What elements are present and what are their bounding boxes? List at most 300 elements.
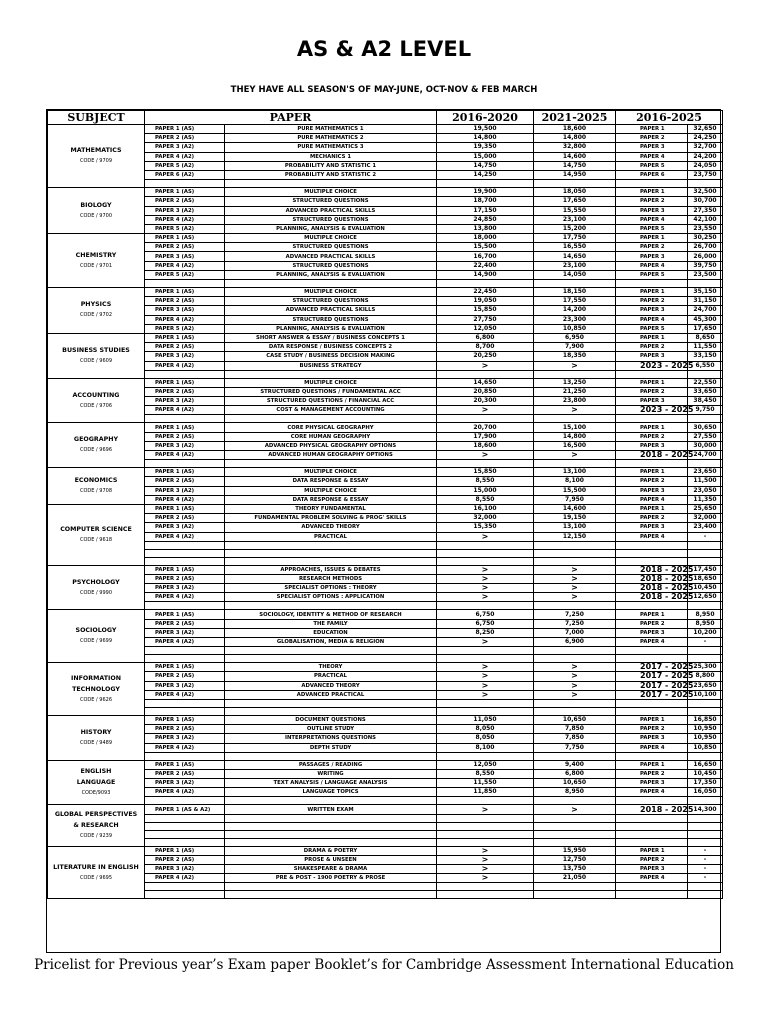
price-2016-2025: -	[688, 855, 723, 864]
paper-id	[145, 830, 225, 838]
combined-label: PAPER 3	[616, 143, 688, 152]
combined-label	[616, 370, 688, 378]
combined-label: PAPER 2	[616, 619, 688, 628]
paper-name	[225, 370, 437, 378]
paper-id: PAPER 3 (A2)	[145, 734, 225, 743]
table-row	[48, 514, 723, 523]
price-2016-2020: >	[437, 574, 534, 583]
combined-label: 2018 - 2025	[616, 584, 688, 593]
paper-id: PAPER 4 (A2)	[145, 315, 225, 324]
price-2021-2025: 10,850	[534, 324, 616, 333]
subject-name: BIOLOGY	[80, 201, 112, 209]
price-2016-2020	[437, 891, 534, 899]
price-2021-2025: 7,850	[534, 734, 616, 743]
combined-label: 2023 - 2025	[616, 406, 688, 415]
combined-label: PAPER 4	[616, 874, 688, 883]
paper-id: PAPER 1 (AS)	[145, 565, 225, 574]
paper-id	[145, 370, 225, 378]
table-row	[48, 619, 723, 628]
price-2016-2020: 14,650	[437, 378, 534, 387]
combined-label: PAPER 4	[616, 215, 688, 224]
price-2016-2025: 6,550	[688, 361, 723, 370]
price-2016-2025: 33,150	[688, 352, 723, 361]
combined-label	[616, 883, 688, 891]
price-2021-2025	[534, 370, 616, 378]
price-2016-2020: 16,700	[437, 252, 534, 261]
paper-id: PAPER 2 (AS)	[145, 725, 225, 734]
subject-name: PHYSICS	[80, 301, 112, 309]
price-2016-2025	[688, 891, 723, 899]
paper-name: PROSE & UNSEEN	[225, 855, 437, 864]
price-2016-2020	[437, 557, 534, 565]
table-row	[48, 441, 723, 450]
paper-name	[225, 752, 437, 760]
price-2016-2025: 24,200	[688, 152, 723, 161]
paper-name: THEORY	[225, 663, 437, 672]
price-2016-2020: 22,400	[437, 261, 534, 270]
price-2016-2025: 14,300	[688, 805, 723, 814]
combined-label: PAPER 1	[616, 333, 688, 342]
price-2016-2020: 19,350	[437, 143, 534, 152]
table-row	[48, 638, 723, 647]
paper-id	[145, 752, 225, 760]
paper-name: ADVANCED THEORY	[225, 681, 437, 690]
price-2016-2025: -	[688, 638, 723, 647]
price-2016-2025: 23,050	[688, 486, 723, 495]
table-row	[48, 628, 723, 637]
table-row	[48, 743, 723, 752]
table-row	[48, 574, 723, 583]
price-2016-2020: 20,700	[437, 423, 534, 432]
price-2021-2025: >	[534, 593, 616, 602]
price-2016-2025: 23,500	[688, 270, 723, 279]
paper-name: WRITING	[225, 769, 437, 778]
subject-code: CODE / 9709	[79, 158, 113, 165]
paper-name: SPECIALIST OPTIONS : APPLICATION	[225, 593, 437, 602]
price-2016-2020: 15,350	[437, 523, 534, 532]
paper-id: PAPER 2 (AS)	[145, 243, 225, 252]
price-2021-2025: 17,650	[534, 197, 616, 206]
paper-id	[145, 883, 225, 891]
combined-label	[616, 549, 688, 557]
table-row	[48, 779, 723, 788]
paper-id	[145, 460, 225, 468]
price-2021-2025: 12,750	[534, 855, 616, 864]
combined-label	[616, 415, 688, 423]
table-row	[48, 769, 723, 778]
paper-id: PAPER 3 (A2)	[145, 206, 225, 215]
paper-name: PLANNING, ANALYSIS & EVALUATION	[225, 324, 437, 333]
subject-name: PSYCHOLOGY	[72, 578, 120, 586]
price-2016-2025: 10,100	[688, 690, 723, 699]
paper-name: MULTIPLE CHOICE	[225, 188, 437, 197]
price-2016-2020: >	[437, 874, 534, 883]
subject-code: CODE / 9708	[79, 488, 113, 495]
price-2016-2020	[437, 602, 534, 610]
price-2021-2025: 7,950	[534, 495, 616, 504]
combined-label: PAPER 3	[616, 306, 688, 315]
price-2016-2025: 25,300	[688, 663, 723, 672]
table-row	[48, 874, 723, 883]
paper-name	[225, 647, 437, 655]
combined-label	[616, 180, 688, 188]
price-2016-2020: 15,850	[437, 468, 534, 477]
subject-name: LANGUAGE	[76, 779, 116, 787]
paper-id: PAPER 3 (A2)	[145, 352, 225, 361]
price-2016-2020: 18,600	[437, 441, 534, 450]
price-2016-2020: 32,000	[437, 514, 534, 523]
price-2016-2020: 15,000	[437, 152, 534, 161]
price-2016-2020	[437, 280, 534, 288]
price-2021-2025: >	[534, 805, 616, 814]
price-2021-2025: >	[534, 451, 616, 460]
paper-id: PAPER 4 (A2)	[145, 215, 225, 224]
paper-name: DOCUMENT QUESTIONS	[225, 715, 437, 724]
table-row	[48, 288, 723, 297]
price-2016-2020: 18,700	[437, 197, 534, 206]
table-row	[48, 406, 723, 415]
price-2016-2020: 6,750	[437, 610, 534, 619]
paper-name: PRE & POST - 1900 POETRY & PROSE	[225, 874, 437, 883]
paper-name: STRUCTURED QUESTIONS	[225, 215, 437, 224]
price-2021-2025: 14,600	[534, 504, 616, 513]
price-2016-2025: 39,750	[688, 261, 723, 270]
paper-name	[225, 549, 437, 557]
price-2016-2020: 19,050	[437, 297, 534, 306]
paper-id	[145, 814, 225, 822]
paper-id	[145, 647, 225, 655]
combined-label: 2018 - 2025	[616, 574, 688, 583]
paper-id: PAPER 4 (A2)	[145, 152, 225, 161]
paper-name: GLOBALISATION, MEDIA & RELIGION	[225, 638, 437, 647]
header-subject: SUBJECT	[48, 111, 145, 125]
paper-name: MULTIPLE CHOICE	[225, 234, 437, 243]
price-2016-2020	[437, 797, 534, 805]
price-2021-2025: 7,850	[534, 725, 616, 734]
table-row	[48, 557, 723, 565]
paper-name: DATA RESPONSE / BUSINESS CONCEPTS 2	[225, 343, 437, 352]
price-2016-2025: 30,250	[688, 234, 723, 243]
paper-id: PAPER 4 (A2)	[145, 261, 225, 270]
paper-id: PAPER 3 (A2)	[145, 779, 225, 788]
table-row	[48, 397, 723, 406]
combined-label: PAPER 4	[616, 152, 688, 161]
paper-name	[225, 822, 437, 830]
price-2016-2025: 27,550	[688, 432, 723, 441]
paper-name: PURE MATHEMATICS 2	[225, 134, 437, 143]
table-header-row	[48, 111, 723, 125]
price-2016-2025	[688, 541, 723, 549]
table-row	[48, 197, 723, 206]
combined-label: PAPER 2	[616, 197, 688, 206]
combined-label: PAPER 1	[616, 125, 688, 134]
subject-cell	[48, 188, 145, 234]
price-2021-2025: 6,950	[534, 333, 616, 342]
combined-label: 2017 - 2025	[616, 672, 688, 681]
price-2016-2020: 15,000	[437, 486, 534, 495]
price-2021-2025	[534, 460, 616, 468]
subject-code: CODE / 9706	[79, 402, 113, 409]
paper-name: ADVANCED PRACTICAL	[225, 690, 437, 699]
price-2021-2025	[534, 883, 616, 891]
table-row	[48, 838, 723, 846]
price-2016-2020: 8,700	[437, 343, 534, 352]
combined-label	[616, 460, 688, 468]
price-2016-2025	[688, 752, 723, 760]
price-2016-2020: >	[437, 593, 534, 602]
paper-name: MECHANICS 1	[225, 152, 437, 161]
table-row	[48, 610, 723, 619]
price-2016-2020: 27,750	[437, 315, 534, 324]
price-2016-2025: 42,100	[688, 215, 723, 224]
price-2016-2020: 16,100	[437, 504, 534, 513]
paper-name: DRAMA & POETRY	[225, 846, 437, 855]
paper-name: PRACTICAL	[225, 532, 437, 541]
paper-name	[225, 180, 437, 188]
table-row	[48, 814, 723, 822]
price-2016-2025	[688, 415, 723, 423]
price-2016-2020: >	[437, 532, 534, 541]
price-2016-2020	[437, 415, 534, 423]
table-row	[48, 361, 723, 370]
paper-id: PAPER 5 (A2)	[145, 270, 225, 279]
price-2016-2025	[688, 883, 723, 891]
price-2016-2025: 26,700	[688, 243, 723, 252]
price-2021-2025	[534, 541, 616, 549]
table-row	[48, 423, 723, 432]
price-2016-2020: 8,550	[437, 477, 534, 486]
table-row	[48, 760, 723, 769]
price-2016-2020: >	[437, 361, 534, 370]
combined-label: PAPER 5	[616, 270, 688, 279]
table-row	[48, 672, 723, 681]
paper-name: MULTIPLE CHOICE	[225, 468, 437, 477]
price-2021-2025: >	[534, 690, 616, 699]
paper-name: PASSAGES / READING	[225, 760, 437, 769]
price-2016-2020: 14,750	[437, 161, 534, 170]
price-2016-2025	[688, 370, 723, 378]
subject-name: GLOBAL PERSPECTIVES	[54, 811, 138, 819]
price-2016-2025	[688, 814, 723, 822]
paper-name: SHAKESPEARE & DRAMA	[225, 865, 437, 874]
combined-label: PAPER 4	[616, 315, 688, 324]
paper-name: COST & MANAGEMENT ACCOUNTING	[225, 406, 437, 415]
price-2016-2025: 16,050	[688, 788, 723, 797]
paper-id: PAPER 1 (AS)	[145, 504, 225, 513]
paper-name: ADVANCED PRACTICAL SKILLS	[225, 306, 437, 315]
price-2016-2020: 14,900	[437, 270, 534, 279]
combined-label: PAPER 1	[616, 760, 688, 769]
table-row	[48, 215, 723, 224]
price-2016-2020: >	[437, 855, 534, 864]
combined-label: PAPER 2	[616, 855, 688, 864]
subject-name: TECHNOLOGY	[72, 685, 120, 693]
price-2016-2020: 11,550	[437, 779, 534, 788]
subject-code: CODE / 9618	[79, 536, 113, 543]
table-row	[48, 252, 723, 261]
table-row	[48, 532, 723, 541]
price-2016-2025: 24,250	[688, 134, 723, 143]
paper-name: PROBABILITY AND STATISTIC 2	[225, 170, 437, 179]
table-row	[48, 707, 723, 715]
header-2021-2025: 2021-2025	[534, 111, 616, 125]
table-row	[48, 690, 723, 699]
paper-name	[225, 891, 437, 899]
table-row	[48, 565, 723, 574]
price-2016-2020: >	[437, 865, 534, 874]
price-2021-2025: 14,650	[534, 252, 616, 261]
header-paper: PAPER	[145, 111, 437, 125]
price-2016-2020	[437, 838, 534, 846]
paper-name: ADVANCED PRACTICAL SKILLS	[225, 206, 437, 215]
paper-id: PAPER 3 (A2)	[145, 523, 225, 532]
combined-label: 2017 - 2025	[616, 681, 688, 690]
price-2021-2025: 7,250	[534, 619, 616, 628]
price-2021-2025: 14,800	[534, 134, 616, 143]
subject-cell	[48, 288, 145, 334]
paper-id	[145, 699, 225, 707]
combined-label: PAPER 5	[616, 161, 688, 170]
paper-id: PAPER 3 (A2)	[145, 441, 225, 450]
paper-id: PAPER 3 (AS)	[145, 252, 225, 261]
price-2016-2025	[688, 822, 723, 830]
paper-id	[145, 180, 225, 188]
price-2016-2025: 22,550	[688, 378, 723, 387]
subject-cell	[48, 234, 145, 288]
table-row	[48, 593, 723, 602]
price-2016-2020: >	[437, 638, 534, 647]
price-2016-2020: 6,800	[437, 333, 534, 342]
price-2021-2025	[534, 180, 616, 188]
price-2021-2025: 14,200	[534, 306, 616, 315]
combined-label: PAPER 3	[616, 628, 688, 637]
paper-id: PAPER 4 (A2)	[145, 743, 225, 752]
price-2016-2025	[688, 707, 723, 715]
combined-label	[616, 797, 688, 805]
combined-label: PAPER 3	[616, 486, 688, 495]
subject-code: CODE/9093	[81, 790, 111, 797]
subject-name: LITERATURE IN ENGLISH	[53, 863, 139, 871]
table-row	[48, 855, 723, 864]
subject-cell	[48, 715, 145, 760]
subject-cell	[48, 125, 145, 188]
paper-id: PAPER 3 (A2)	[145, 143, 225, 152]
price-2021-2025: 8,950	[534, 788, 616, 797]
combined-label: 2018 - 2025	[616, 593, 688, 602]
price-2016-2020: >	[437, 690, 534, 699]
paper-id	[145, 602, 225, 610]
combined-label: 2018 - 2025	[616, 805, 688, 814]
price-2021-2025: 15,100	[534, 423, 616, 432]
paper-name: APPROACHES, ISSUES & DEBATES	[225, 565, 437, 574]
paper-id: PAPER 1 (AS)	[145, 610, 225, 619]
table-row	[48, 752, 723, 760]
table-row	[48, 865, 723, 874]
price-2016-2020: 24,850	[437, 215, 534, 224]
paper-id: PAPER 1 (AS)	[145, 288, 225, 297]
paper-id: PAPER 1 (AS)	[145, 663, 225, 672]
table-row	[48, 846, 723, 855]
paper-id: PAPER 2 (AS)	[145, 769, 225, 778]
paper-id: PAPER 1 (AS)	[145, 760, 225, 769]
price-2016-2020: >	[437, 663, 534, 672]
price-2016-2020: 8,050	[437, 734, 534, 743]
table-row	[48, 883, 723, 891]
table-row	[48, 584, 723, 593]
price-2016-2025: 8,650	[688, 333, 723, 342]
price-2016-2020: 14,800	[437, 134, 534, 143]
paper-name: EDUCATION	[225, 628, 437, 637]
subject-code: CODE / 9609	[79, 357, 113, 364]
table-row	[48, 805, 723, 814]
paper-id: PAPER 2 (AS)	[145, 514, 225, 523]
table-row	[48, 647, 723, 655]
table-row	[48, 125, 723, 134]
paper-name: THE FAMILY	[225, 619, 437, 628]
page-subtitle: THEY HAVE ALL SEASON'S OF MAY-JUNE, OCT-NOV & FEB MARCH	[230, 85, 538, 95]
paper-id: PAPER 5 (A2)	[145, 224, 225, 233]
price-2016-2020	[437, 707, 534, 715]
price-2021-2025: 14,050	[534, 270, 616, 279]
paper-id: PAPER 2 (AS)	[145, 574, 225, 583]
paper-id: PAPER 2 (AS)	[145, 432, 225, 441]
price-2021-2025: 15,200	[534, 224, 616, 233]
footer-note: Pricelist for Previous year’s Exam paper Booklet’s for Cambridge Assessment International Education	[34, 957, 734, 973]
paper-name: SOCIOLOGY, IDENTITY & METHOD OF RESEARCH	[225, 610, 437, 619]
paper-id: PAPER 2 (AS)	[145, 619, 225, 628]
price-2016-2025: 23,650	[688, 468, 723, 477]
paper-id	[145, 822, 225, 830]
paper-name: DEPTH STUDY	[225, 743, 437, 752]
price-2021-2025: 23,100	[534, 215, 616, 224]
subject-code: CODE / 9626	[79, 696, 113, 703]
table-row	[48, 315, 723, 324]
paper-id: PAPER 1 (AS)	[145, 125, 225, 134]
table-row	[48, 206, 723, 215]
subject-name: ENGLISH	[80, 768, 112, 776]
paper-id: PAPER 4 (A2)	[145, 788, 225, 797]
combined-label: 2017 - 2025	[616, 690, 688, 699]
price-2021-2025	[534, 699, 616, 707]
subject-name: INFORMATION	[70, 674, 122, 682]
price-2016-2025: 26,000	[688, 252, 723, 261]
subject-code: CODE / 9700	[79, 212, 113, 219]
paper-id: PAPER 4 (A2)	[145, 532, 225, 541]
table-row	[48, 549, 723, 557]
paper-name: STRUCTURED QUESTIONS	[225, 315, 437, 324]
header-2016-2020: 2016-2020	[437, 111, 534, 125]
price-2016-2025: 38,450	[688, 397, 723, 406]
price-2016-2025: 23,400	[688, 523, 723, 532]
table-row	[48, 788, 723, 797]
table-row	[48, 261, 723, 270]
price-2016-2025: 12,650	[688, 593, 723, 602]
paper-id: PAPER 3 (A2)	[145, 486, 225, 495]
price-2016-2025: 23,750	[688, 170, 723, 179]
subject-name: GEOGRAPHY	[73, 436, 119, 444]
price-2016-2020: 8,250	[437, 628, 534, 637]
table-row	[48, 343, 723, 352]
price-2021-2025: 6,800	[534, 769, 616, 778]
paper-name: SPECIALIST OPTIONS : THEORY	[225, 584, 437, 593]
paper-name	[225, 557, 437, 565]
price-2016-2025: 31,150	[688, 297, 723, 306]
price-2021-2025: 10,650	[534, 779, 616, 788]
price-2016-2025: 17,650	[688, 324, 723, 333]
price-2016-2025: 17,450	[688, 565, 723, 574]
paper-id: PAPER 1 (AS)	[145, 846, 225, 855]
subject-name: BUSINESS STUDIES	[62, 346, 130, 354]
